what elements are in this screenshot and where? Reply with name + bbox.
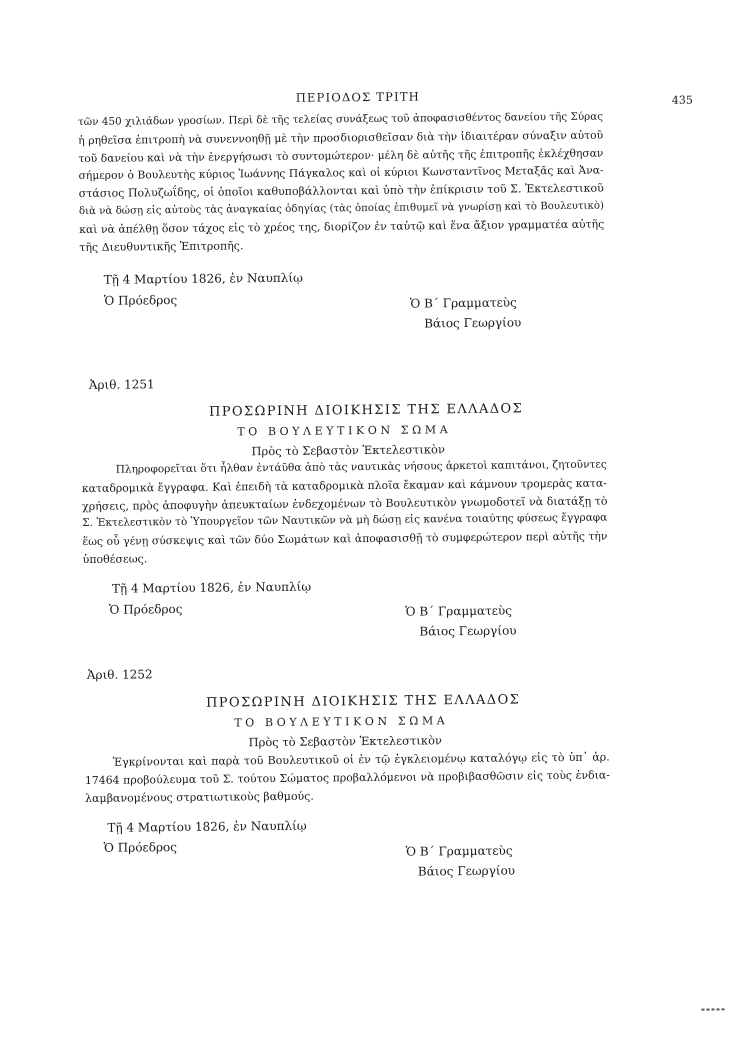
body-paragraph	[78, 109, 604, 257]
text-line: τοῦ δανείου καὶ νὰ τὴν ἐνεργήσωσι τὸ συντομώτερον· μέλη δὲ αὐτῆς τῆς ἐπιτροπῆς ἐκλέχθησαν	[78, 146, 604, 165]
document-subheading: ΤΟ ΒΟΥΛΕΥΤΙΚΟΝ ΣΩΜΑ	[237, 423, 452, 439]
text-line: διὰ νὰ δώσῃ εἰς αὐτοὺς τὰς ἀναγκαίας ὁδηγίας (τὰς ὁποίας ἐπιθυμεῖ νὰ γνωρίσῃ καὶ τὸ Βουλευτικὸ)	[78, 200, 604, 218]
secretary-name: Βάιος Γεωργίου	[417, 863, 516, 879]
secretary-title: Ὁ Β΄ Γραμματεὺς	[405, 843, 513, 859]
date-line: Τῇ 4 Μαρτίου 1826, ἐν Ναυπλίῳ	[103, 270, 303, 287]
document-heading: ΠΡΟΣΩΡΙΝΗ ΔΙΟΙΚΗΣΙΣ ΤΗΣ ΕΛΛΑΔΟΣ	[208, 401, 524, 420]
text-line: καὶ νὰ ἀπέλθῃ ὅσον τάχος εἰς τὸ χρέος της, διορίζον ἐν ταὐτῷ καὶ ἕνα ἄξιον γραμματέα αὐτῆς	[79, 217, 605, 236]
document-number: Ἀριθ. 1252	[86, 667, 153, 682]
document-subheading: ΤΟ ΒΟΥΛΕΥΤΙΚΟΝ ΣΩΜΑ	[234, 714, 449, 730]
document-addressee: Πρὸς τὸ Σεβαστὸν Ἐκτελεστικὸν	[251, 442, 445, 459]
date-line: Τῇ 4 Μαρτίου 1826, ἐν Ναυπλίῳ	[111, 579, 312, 596]
document-number: Ἀριθ. 1251	[88, 377, 155, 392]
secretary-name: Βάιος Γεωργίου	[419, 623, 517, 639]
text-line: χρήσεις, πρὸς ἀποφυγὴν ἀπευκταίων ἐνδεχομένων τὸ Βουλευτικὸν γνωμοδοτεῖ νὰ διατάξῃ τὸ	[81, 494, 608, 513]
body-paragraph	[82, 457, 608, 569]
text-line: λαμβανομένους στρατιωτικοὺς βαθμούς.	[85, 789, 314, 805]
document-heading: ΠΡΟΣΩΡΙΝΗ ΔΙΟΙΚΗΣΙΣ ΤΗΣ ΕΛΛΑΔΟΣ	[206, 692, 521, 711]
secretary-name: Βάιος Γεωργίου	[424, 315, 522, 331]
running-head: ΠΕΡΙΟΔΟΣ ΤΡΙΤΗ	[295, 89, 420, 105]
text-line: ἕως οὗ γένῃ σύσκεψις καὶ τῶν δύο Σωμάτων καὶ ἀποφασισθῇ τὸ συμφερώτερον περὶ αὐτῆς τὴν	[82, 529, 608, 549]
text-line: στάσιος Πολυζωΐδης, οἱ ὁποῖοι καθυποβάλλονται καὶ ὑπὸ τὴν ἐπίκρισιν τοῦ Σ. Ἐκτελεστικοῦ	[78, 181, 604, 201]
text-line: καταδρομικὰ ἔγγραφα. Καὶ ἐπειδὴ τὰ καταδρομικὰ πλοῖα ἔκαμαν καὶ κάμνουν τρομερὰς κατα-	[81, 476, 607, 495]
text-line: Ἐγκρίνονται καὶ παρὰ τοῦ Βουλευτικοῦ οἱ ἐν τῷ ἐγκλειομένῳ καταλόγῳ εἰς τὸ ὑπ᾽ ἀρ.	[112, 750, 610, 769]
page-number: 435	[671, 93, 693, 107]
president-signature: Ὁ Πρόεδρος	[109, 601, 183, 617]
text-line: τῆς Διευθυντικῆς Ἐπιτροπῆς.	[79, 238, 244, 254]
president-signature: Ὁ Πρόεδρος	[103, 840, 178, 855]
body-paragraph	[85, 749, 611, 808]
date-line: Τῇ 4 Μαρτίου 1826, ἐν Ναυπλίῳ	[107, 818, 307, 835]
secretary-title: Ὁ Β΄ Γραμματεὺς	[405, 603, 513, 619]
text-line: Σ. Ἐκτελεστικὸν τὸ Ὑπουργεῖον τῶν Ναυτικῶν νὰ μὴ δώσῃ εἰς κανένα τοιαύτης φύσεως ἔγγραφα	[82, 511, 608, 530]
text-line: Πληροφορεῖται ὅτι ἦλθαν ἐντάῦθα ἀπὸ τὰς ναυτικὰς νήσους ἀρκετοὶ καπιτάνοι, ζητοῦντες	[115, 458, 607, 476]
text-line: σήμερον ὁ Βουλευτὴς κύριος Ἰωάννης Πάγκαλος καὶ οἱ κύριοι Κωνσταντῖνος Μεταξᾶς καὶ Ἀνα-	[78, 163, 604, 183]
text-line: 17464 προβούλευμα τοῦ Σ. τούτου Σώματος προβαλλόμενοι νὰ προβιβασθῶσιν εἰς τοὺς ἐνδια-	[84, 768, 610, 787]
scan-artifact	[701, 1008, 725, 1010]
text-line: τῶν 450 χιλιάδων γροσίων. Περὶ δὲ τῆς τελείας συνάξεως τοῦ ἀποφασισθέντος δανείου τῆς Σύρας	[77, 110, 604, 129]
text-line: ἡ ρηθεῖσα ἐπιτροπὴ νὰ συνεννοηθῇ μὲ τὴν προσδιορισθεῖσαν διὰ τὴν ἰδιαιτέραν σύναξιν αὐτοῦ	[78, 128, 604, 147]
text-line: ὑποθέσεως.	[82, 552, 148, 567]
president-signature: Ὁ Πρόεδρος	[103, 293, 178, 308]
document-addressee: Πρὸς τὸ Σεβαστὸν Ἐκτελεστικὸν	[248, 733, 443, 750]
secretary-title: Ὁ Β΄ Γραμματεὺς	[409, 295, 517, 311]
